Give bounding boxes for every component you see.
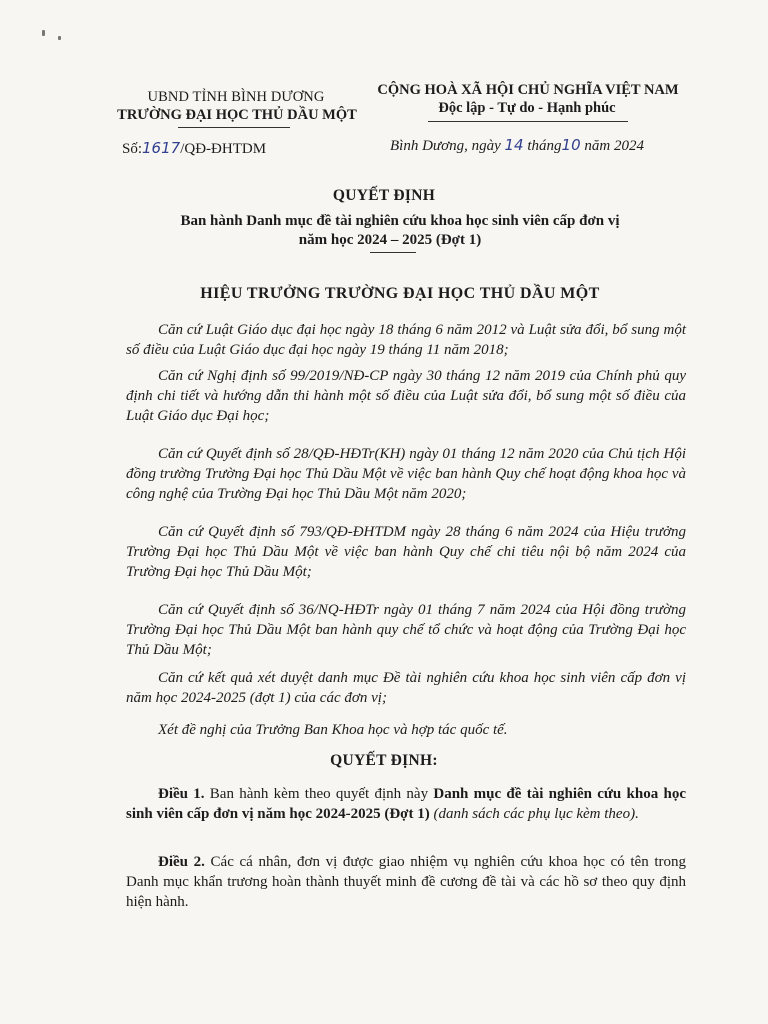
article-1-list-name: Danh mục đề tài nghiên cứu khoa học sinh viên cấp đơn vị năm học 2024-2025 (Đợt 1) [126,786,686,822]
legal-basis-2: Căn cứ Nghị định số 99/2019/NĐ-CP ngày 30 tháng 12 năm 2019 của Chính phủ quy định chi tiết và hướng dẫn thi hành một số điều của Luật sửa đổi, bổ sung một số điều của Luật Giáo dục Đại học; [126,368,686,424]
number-prefix: Số: [122,141,143,157]
article-1-text: Ban hành kèm theo quyết định này [204,786,434,802]
date-prefix: Bình Dương, ngày [390,138,501,154]
article-1 [126,784,686,824]
article-1-note: (danh sách các phụ lục kèm theo). [429,806,639,822]
motto-underline [428,121,628,122]
legal-basis-1: Căn cứ Luật Giáo dục đại học ngày 18 tháng 6 năm 2012 và Luật sửa đổi, bổ sung một số điều của Luật Giáo dục đại học ngày 19 tháng 11 năm 2018; [126,322,686,358]
document-subtitle-line1: Ban hành Danh mục đề tài nghiên cứu khoa học sinh viên cấp đơn vị [180,213,620,229]
number-suffix: /QĐ-ĐHTDM [180,141,267,157]
agency-name: TRƯỜNG ĐẠI HỌC THỦ DẦU MỘT [117,107,357,123]
handwritten-month: 10 [561,136,581,154]
document-date [390,136,644,155]
document-subtitle-line2: năm học 2024 – 2025 (Đợt 1) [298,232,482,248]
subtitle-underline [370,252,416,253]
handwritten-day: 14 [504,136,524,154]
article-2-text: Các cá nhân, đơn vị được giao nhiệm vụ nghiên cứu khoa học có tên trong Danh mục khẩn trương hoàn thành thuyết minh đề cương đề tài và các hồ sơ theo quy định hiện hành. [126,854,686,910]
legal-basis-5: Căn cứ Quyết định số 36/NQ-HĐTr ngày 01 tháng 7 năm 2024 của Hội đồng trường Trường Đại học Thủ Dầu Một ban hành quy chế tổ chức và hoạt động của Trường Đại học Thủ Dầu Một; [126,602,686,658]
legal-basis-6: Căn cứ kết quả xét duyệt danh mục Đề tài nghiên cứu khoa học sinh viên cấp đơn vị năm học 2024-2025 (đợt 1) của các đơn vị; [126,670,686,706]
legal-basis-7: Xét đề nghị của Trưởng Ban Khoa học và hợp tác quốc tế. [158,722,508,738]
decision-heading: QUYẾT ĐỊNH: [330,752,438,769]
date-suffix: năm 2024 [584,138,644,154]
legal-basis-3: Căn cứ Quyết định số 28/QĐ-HĐTr(KH) ngày 01 tháng 12 năm 2020 của Chủ tịch Hội đồng trường Trường Đại học Thủ Dầu Một về việc ban hành Quy chế hoạt động khoa học và công nghệ của Trường Đại học Thủ Dầu Một năm 2020; [126,446,686,502]
article-1-label: Điều 1. [158,786,205,802]
nation-name: CỘNG HOÀ XÃ HỘI CHỦ NGHĨA VIỆT NAM [377,82,679,98]
scan-mark [58,36,61,40]
nation-motto: Độc lập - Tự do - Hạnh phúc [438,100,616,116]
article-2 [126,852,686,912]
agency-underline [178,127,290,128]
article-2-label: Điều 2. [158,854,205,870]
legal-basis-4: Căn cứ Quyết định số 793/QĐ-ĐHTDM ngày 28 tháng 6 năm 2024 của Hiệu trưởng Trường Đại học Thủ Dầu Một về việc ban hành Quy chế chi tiêu nội bộ năm 2024 của Trường Đại học Thủ Dầu Một; [126,524,686,580]
scan-mark [42,30,45,36]
issuer-title: HIỆU TRƯỞNG TRƯỜNG ĐẠI HỌC THỦ DẦU MỘT [200,285,600,302]
agency-parent: UBND TỈNH BÌNH DƯƠNG [147,89,325,105]
document-title: QUYẾT ĐỊNH [332,187,436,204]
handwritten-number: 1617 [142,139,181,157]
document-number [122,139,266,158]
date-mid: tháng [527,138,562,154]
